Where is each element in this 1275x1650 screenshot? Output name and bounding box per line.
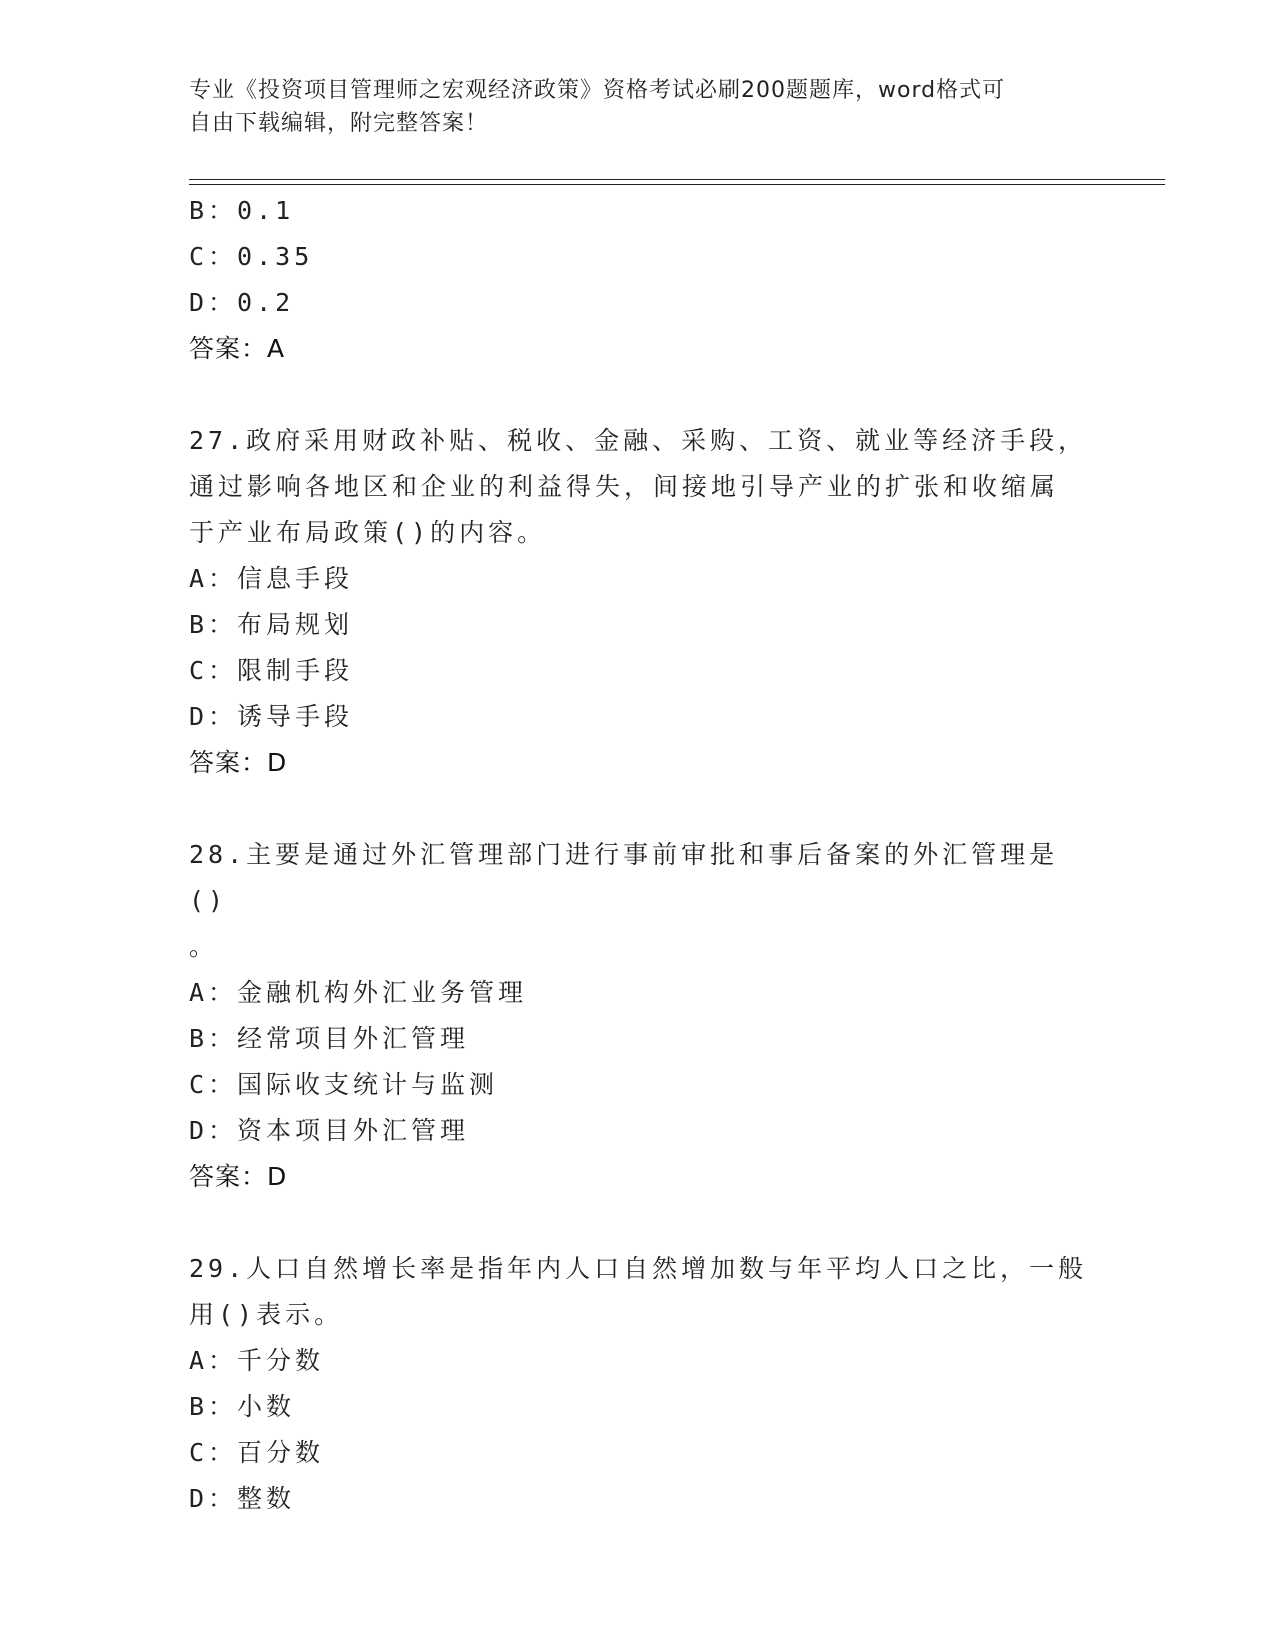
header-divider-top <box>189 179 1165 180</box>
header-line-1: 专业《投资项目管理师之宏观经济政策》资格考试必刷200题题库，word格式可 <box>189 78 1006 103</box>
option-b: B：小数 <box>189 1392 296 1421</box>
question-text-line: 29.人口自然增长率是指年内人口自然增加数与年平均人口之比，一般 <box>189 1254 1088 1283</box>
option-c: C：限制手段 <box>189 656 354 685</box>
option-d: D：0.2 <box>189 288 295 317</box>
question-text-line: 27.政府采用财政补贴、税收、金融、采购、工资、就业等经济手段， <box>189 426 1088 455</box>
option-c: C：国际收支统计与监测 <box>189 1070 499 1099</box>
question-28 <box>189 832 1089 1200</box>
option-d: D：诱导手段 <box>189 702 354 731</box>
answer-line: 答案：A <box>189 334 286 363</box>
previous-question-tail <box>189 188 1089 372</box>
option-b: B：0.1 <box>189 196 295 225</box>
option-a: A：千分数 <box>189 1346 325 1375</box>
option-a: A：金融机构外汇业务管理 <box>189 978 528 1007</box>
spacer <box>189 786 1089 832</box>
question-27 <box>189 418 1089 786</box>
question-29 <box>189 1246 1089 1522</box>
question-text-line: 通过影响各地区和企业的利益得失，间接地引导产业的扩张和收缩属 <box>189 472 1060 501</box>
question-list <box>189 188 1089 1522</box>
question-text-line: 于产业布局政策()的内容。 <box>189 518 547 547</box>
header-divider-bottom <box>189 184 1165 185</box>
question-text-line: 用()表示。 <box>189 1300 344 1329</box>
spacer <box>189 1200 1089 1246</box>
spacer <box>189 372 1089 418</box>
answer-line: 答案：D <box>189 1162 288 1191</box>
document-header <box>189 74 1089 140</box>
option-c: C：0.35 <box>189 242 314 271</box>
option-c: C：百分数 <box>189 1438 325 1467</box>
answer-line: 答案：D <box>189 748 288 777</box>
header-line-2: 自由下载编辑，附完整答案！ <box>189 111 489 136</box>
option-b: B：布局规划 <box>189 610 354 639</box>
option-d: D：整数 <box>189 1484 296 1513</box>
question-text-line: 。 <box>189 932 219 961</box>
option-b: B：经常项目外汇管理 <box>189 1024 470 1053</box>
option-d: D：资本项目外汇管理 <box>189 1116 470 1145</box>
question-text-line: 28.主要是通过外汇管理部门进行事前审批和事后备案的外汇管理是() <box>189 840 1059 915</box>
option-a: A：信息手段 <box>189 564 354 593</box>
